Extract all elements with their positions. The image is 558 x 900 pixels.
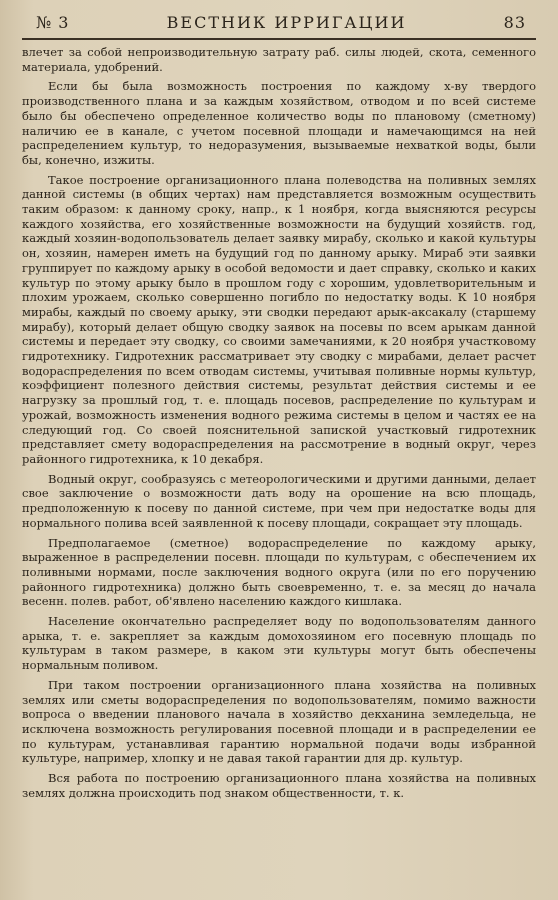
paragraph: Население окончательно распределяет воду по водопользователям данного арыка, т. е. закрепляет за каждым домохозяином его посевную площадь по культурам в таком размере, в каком эти культуры могут быть обеспечены нормальным поливом. <box>22 614 536 673</box>
paragraph: При таком построении организационного плана хозяйства на поливных землях или сметы водораспределения по водопользователям, помимо важности вопроса о введении планового начала в хозяйство декханина земледельца, не исключена возможность регулирования посевной площади и в распределении ее по культурам, устанавливая гарантию нормальной подачи воды избранной культуре, например, хлопку и не давая такой гарантии для др. культур. <box>22 677 536 766</box>
paragraph: Предполагаемое (сметное) водораспределение по каждому арыку, выраженное в распределении посевн. площади по культурам, с обеспечением их поливными нормами, после заключения водного округа (или по его поручению районного гидротехника) должно быть своевременно, т. е. за месяц до начала весенн. полев. работ, об'явлено населению каждого кишлака. <box>22 535 536 609</box>
paragraph: Такое построение организационного плана полеводства на поливных землях данной системы (в общих чертах) нам представляется возможным осуществить таким образом: к данному сроку, напр., к 1 ноября, когда выясняются ресурсы каждого хозяйства, его хозяйственные возможности на будущий хозяйств. год, каждый хозяин-водопользователь делает заявку мирабу, сколько и какой культуры он, хозяин, намерен иметь на будущий год по данному арыку. Мираб эти заявки группирует по каждому арыку в особой ведомости и дает справку, сколько и каких культур по этому арыку было в прошлом году с хорошим, удовлетворительным и плохим урожаем, сколько совершенно погибло по недостатку воды. К 10 ноября мирабы, каждый по своему арыку, эти сводки передают арык-аксакалу (старшему мирабу), который делает общую сводку заявок на посевы по всем арыкам данной системы и передает эту сводку, со своими замечаниями, к 20 ноября участковому гидротехнику. Гидротехник рассматривает эту сводку с мирабами, делает расчет водораспределения по всем отводам системы, учитывая поливные нормы культур, коэффициент полезного действия системы, результат действия системы и ее нагрузку за прошлый год, т. е. площадь посевов, распределение по культурам и урожай, возможность изменения водного режима системы в целом и частях ее на следующий год. Со своей пояснительной запиской участковый гидротехник представляет смету водораспределения на рассмотрение в водный округ, через районного гидротехника, к 10 декабря. <box>22 172 536 466</box>
header-rule <box>22 38 536 40</box>
paragraph: Водный округ, сообразуясь с метеорологическими и другими данными, делает свое заключение о возможности дать воду на орошение на всю площадь, предположенную к посеву по данной системе, при чем при недостатке воды для нормального полива всей заявленной к посеву площади, сокращает эту площадь. <box>22 471 536 530</box>
issue-number: № 3 <box>36 12 70 32</box>
paragraph: Если бы была возможность построения по каждому х-ву твердого производственного плана и за каждым хозяйством, отводом и по всей системе было бы обеспечено определенное количество воды по плановому (сметному) наличию ее в канале, с учетом посевной площади и намечающимся на ней распределением культур, то недоразумения, вызываемые нехваткой воды, были бы, конечно, изжиты. <box>22 79 536 167</box>
page-header <box>22 0 536 34</box>
journal-title: ВЕСТНИК ИРРИГАЦИИ <box>166 12 407 32</box>
page-number: 83 <box>503 12 526 32</box>
paragraph: влечет за собой непроизводительную затрату раб. силы людей, скота, семенного материала, удобрений. <box>22 45 536 74</box>
article-body <box>22 45 536 800</box>
paragraph: Вся работа по построению организационного плана хозяйства на поливных землях должна происходить под знаком общественности, т. к. <box>22 771 536 800</box>
